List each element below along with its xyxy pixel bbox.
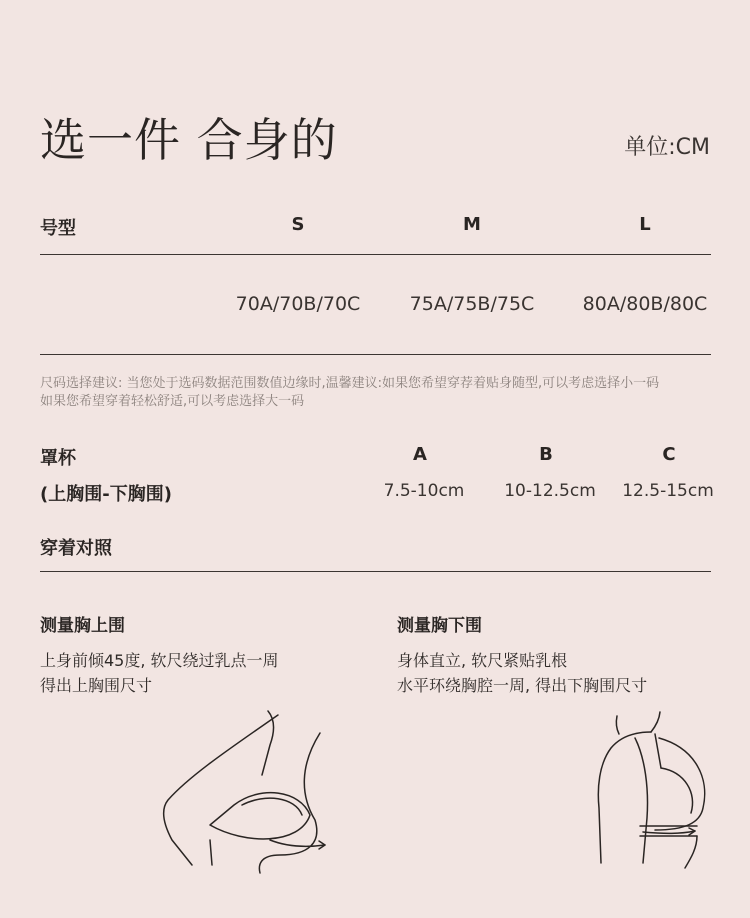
size-m: M bbox=[463, 214, 481, 235]
cup-c-value: 12.5-15cm bbox=[622, 481, 714, 501]
size-l-value: 80A/80B/80C bbox=[582, 293, 708, 315]
unit-label: 单位:CM bbox=[624, 135, 710, 160]
upper-bust-measure-illustration bbox=[150, 705, 350, 875]
cup-sublabel: (上胸围-下胸围) bbox=[40, 484, 172, 505]
divider bbox=[40, 354, 711, 355]
size-label: 号型 bbox=[40, 218, 76, 239]
under-bust-title: 测量胸下围 bbox=[397, 616, 482, 636]
divider bbox=[40, 254, 711, 255]
cup-c: C bbox=[662, 444, 676, 465]
upper-bust-desc-2: 得出上胸围尺寸 bbox=[40, 676, 153, 695]
divider bbox=[40, 571, 711, 572]
size-l: L bbox=[639, 214, 651, 235]
upper-bust-desc-1: 上身前倾45度, 软尺绕过乳点一周 bbox=[40, 651, 279, 670]
cup-label: 罩杯 bbox=[40, 448, 76, 469]
cup-a-value: 7.5-10cm bbox=[383, 481, 465, 501]
cup-b-value: 10-12.5cm bbox=[504, 481, 596, 501]
size-note-line2: 如果您希望穿着轻松舒适,可以考虑选择大一码 bbox=[40, 394, 305, 409]
size-note-line1: 尺码选择建议: 当您处于选码数据范围数值边缘时,温馨建议:如果您希望穿荐着贴身随型,可以考虑选择小一码 bbox=[40, 376, 660, 391]
size-s: S bbox=[291, 214, 305, 235]
cup-a: A bbox=[413, 444, 427, 465]
size-m-value: 75A/75B/75C bbox=[409, 293, 535, 315]
cup-b: B bbox=[539, 444, 553, 465]
under-bust-measure-illustration bbox=[585, 708, 725, 873]
under-bust-desc-2: 水平环绕胸腔一周, 得出下胸围尺寸 bbox=[397, 676, 648, 695]
page-title: 选一件 合身的 bbox=[40, 113, 338, 167]
under-bust-desc-1: 身体直立, 软尺紧贴乳根 bbox=[397, 651, 568, 670]
wear-guide-title: 穿着对照 bbox=[40, 538, 112, 559]
upper-bust-title: 测量胸上围 bbox=[40, 616, 125, 636]
size-s-value: 70A/70B/70C bbox=[235, 293, 361, 315]
